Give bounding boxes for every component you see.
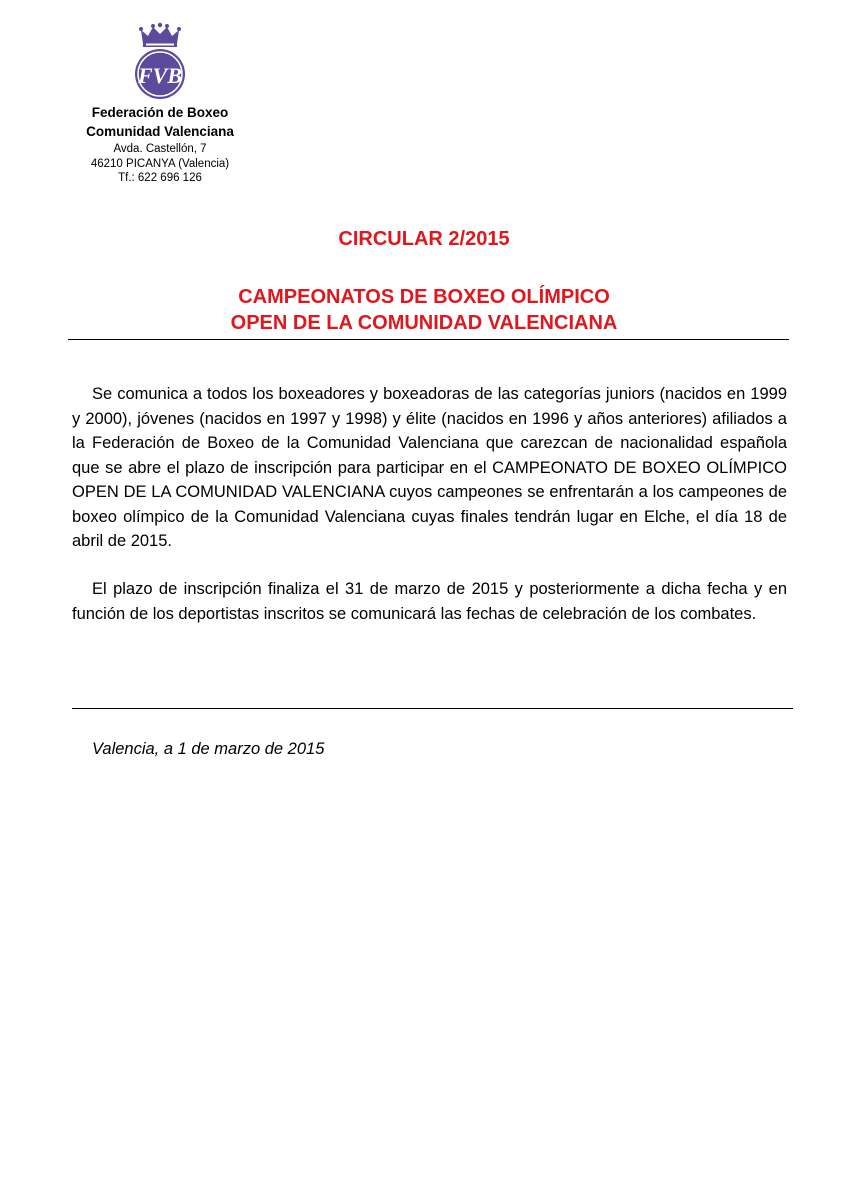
logo-monogram: FVB — [137, 63, 183, 88]
letterhead — [60, 22, 260, 186]
body-paragraph-2 — [72, 577, 787, 626]
top-divider — [68, 339, 789, 340]
body-paragraph-1-text: Se comunica a todos los boxeadores y boxeadoras de las categorías juniors (nacidos en 1999 y 2000), jóvenes (nacidos en 1997 y 1998) y élite (nacidos en 1996 y años anteriores) afiliados a la Federación de Boxeo de la Comunidad Valenciana que carezcan de nacionalidad española que se abre el plazo de inscripción para participar en el CAMPEONATO DE BOXEO OLÍMPICO OPEN DE LA COMUNIDAD VALENCIANA cuyos campeones se enfrentarán a los campeones de boxeo olímpico de la Comunidad Valenciana cuyas finales tendrán lugar en Elche, el día 18 de abril de 2015. — [72, 385, 787, 550]
bottom-divider — [72, 708, 793, 709]
org-name-line-1: Federación de Boxeo — [91, 105, 229, 120]
circular-number: CIRCULAR 2/2015 — [338, 228, 510, 250]
place-and-date: Valencia, a 1 de marzo de 2015 — [92, 740, 325, 758]
title-line-1: CAMPEONATOS DE BOXEO OLÍMPICO — [238, 286, 610, 308]
crown-icon — [139, 23, 181, 47]
title-line-2: OPEN DE LA COMUNIDAD VALENCIANA — [230, 312, 618, 334]
org-name-line-2: Comunidad Valenciana — [86, 124, 234, 139]
body-paragraph-2-text: El plazo de inscripción finaliza el 31 de marzo de 2015 y posteriormente a dicha fecha y en función de los deportistas inscritos se comunicará las fechas de celebración de los combates. — [72, 580, 787, 623]
phone-number: Tf.: 622 696 126 — [118, 172, 202, 184]
document-title — [0, 284, 848, 336]
address-street: Avda. Castellón, 7 — [113, 143, 207, 155]
body-paragraph-1 — [72, 382, 787, 554]
federation-logo — [129, 22, 191, 102]
address-city: 46210 PICANYA (Valencia) — [90, 157, 230, 170]
